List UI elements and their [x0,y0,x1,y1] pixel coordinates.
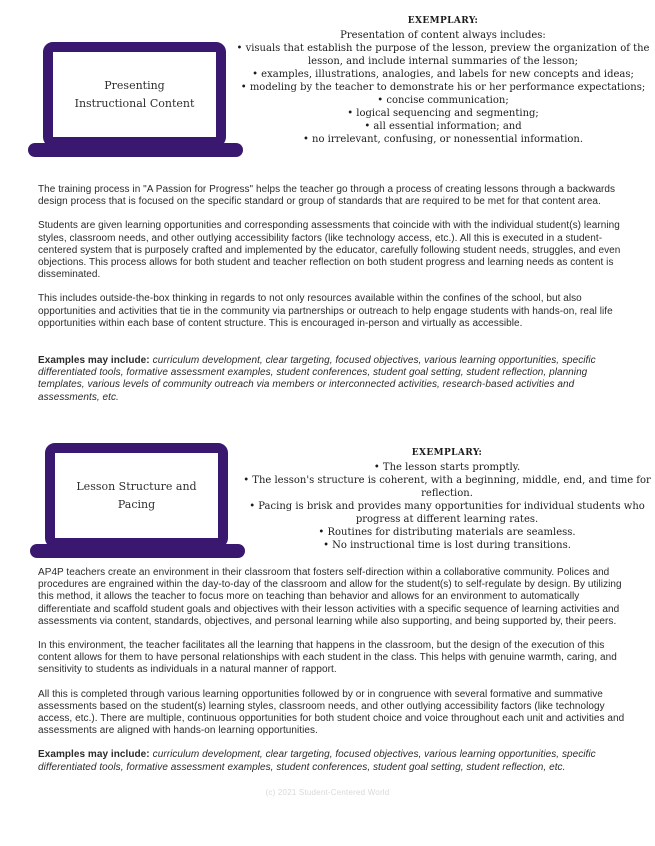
body-paragraphs [38,184,632,416]
laptop-icon [30,443,245,560]
laptop-label: Presenting Instructional Content [74,79,195,110]
exemplary-intro: Presentation of content always includes: [340,30,546,41]
paragraph: In this environment, the teacher facilitates all the learning that happens in the classroom, but the design of the execution of this content allows for them to have personal relationships with each student in the class. This helps with genuine warmth, caring, and sensitivity to students as individuals in a natural manner of rapport. [38,640,617,676]
exemplary-bullet: • logical sequencing and segmenting; [347,108,539,119]
paragraph: The training process in "A Passion for Progress" helps the teacher go through a process of creating lessons through a backwards design process that is focused on the specific standard or group of standards that are required to be met for that content area. [38,184,616,208]
exemplary-bullet: • The lesson starts promptly. [373,462,521,473]
paragraph: This includes outside-the-box thinking in regards to not only resources available within the confines of the school, but also opportunities and activities that tie in the community via partnerships or outreach to help engage students with hands-on, real life opportunities within each base of content structure. This is encouraged in-person and virtually as accessible. [38,293,613,329]
examples-text: curriculum development, clear targeting, focused objectives, various learning opportunities, specific differentiated tools, formative assessment examples, student conferences, student goal setting, student reflection, planning templates, various levels of community outreach via members or interconnected activities, research-based activities and assessments, etc. [38,355,596,403]
laptop-icon [28,42,243,159]
paragraph: All this is completed through various learning opportunities followed by or in congruence with several formative and summative assessments based on the student(s) learning styles, classroom needs, and other outlying accessibility factors (like technology access, etc.). There are multiple, continuous opportunities for both student choice and voice throughout each unit and activities and assessments are aligned with hands-on learning opportunities. [38,688,625,737]
paragraph: AP4P teachers create an environment in their classroom that fosters self-direction within a collaborative community. Polices and procedures are engrained within the day-to-day of the classroom and allow for the student(s) to self-regulate by design. By utilizing this method, it allows the teacher to focus more on teaching than behavior and allows for an environment to automatically differentiate and scaffold student goals and objectives with their lesson activities with a specific sequence of learning activities and assessments via content, standards, objectives, and personal learning while also supporting, and being supported by, their peers. [38,567,622,627]
examples-label: Examples may include: [38,355,150,367]
footer-copyright: (c) 2021 Student-Centered World [265,788,390,797]
exemplary-bullet: • The lesson's structure is coherent, with a beginning, middle, end, and time for reflection. [243,475,651,499]
examples-text: curriculum development, clear targeting, focused objectives, various learning opportunities, specific differentiated tools, formative assessment examples, student conferences, student goal setting, student reflection, etc. [38,749,596,773]
laptop-base [30,544,245,558]
exemplary-bullet: • examples, illustrations, analogies, and labels for new concepts and ideas; [252,69,634,80]
exemplary-bullet: • modeling by the teacher to demonstrate his or her performance expectations; [240,82,646,93]
examples-paragraph [38,355,632,404]
laptop-screen [43,42,226,147]
laptop-label: Lesson Structure and Pacing [76,480,197,511]
exemplary-block [238,448,655,552]
exemplary-bullet: • visuals that establish the purpose of the lesson, preview the organization of the lesson, and include internal summaries of the lesson; [236,43,650,67]
examples-label: Examples may include: [38,749,150,761]
exemplary-bullet: • Routines for distributing materials are seamless. [318,527,576,538]
exemplary-bullet: • No instructional time is lost during transitions. [323,540,571,551]
exemplary-bullet: • Pacing is brisk and provides many opportunities for individual students who progress at different learning rates. [249,501,645,525]
examples-paragraph [38,749,632,773]
laptop-screen [45,443,228,548]
exemplary-heading: EXEMPLARY: [411,448,483,458]
laptop-base [28,143,243,157]
body-paragraphs [38,567,632,786]
exemplary-bullet: • all essential information; and [364,121,522,132]
exemplary-bullet: • no irrelevant, confusing, or nonessential information. [302,134,584,145]
exemplary-block [234,16,652,146]
exemplary-heading: EXEMPLARY: [407,16,479,26]
paragraph: Students are given learning opportunities and corresponding assessments that coincide with with the individual student(s) learning styles, classroom needs, and other outlying accessibility factors (like technology access, etc.). All this is executed in a student-centered system that is purposely crafted and implemented by the educator, carefully following student needs, struggles, and even objections. This process allows for both student and teacher reflection on both student progress and learning needs as content is disseminated. [38,220,621,281]
exemplary-bullet: • concise communication; [377,95,509,106]
